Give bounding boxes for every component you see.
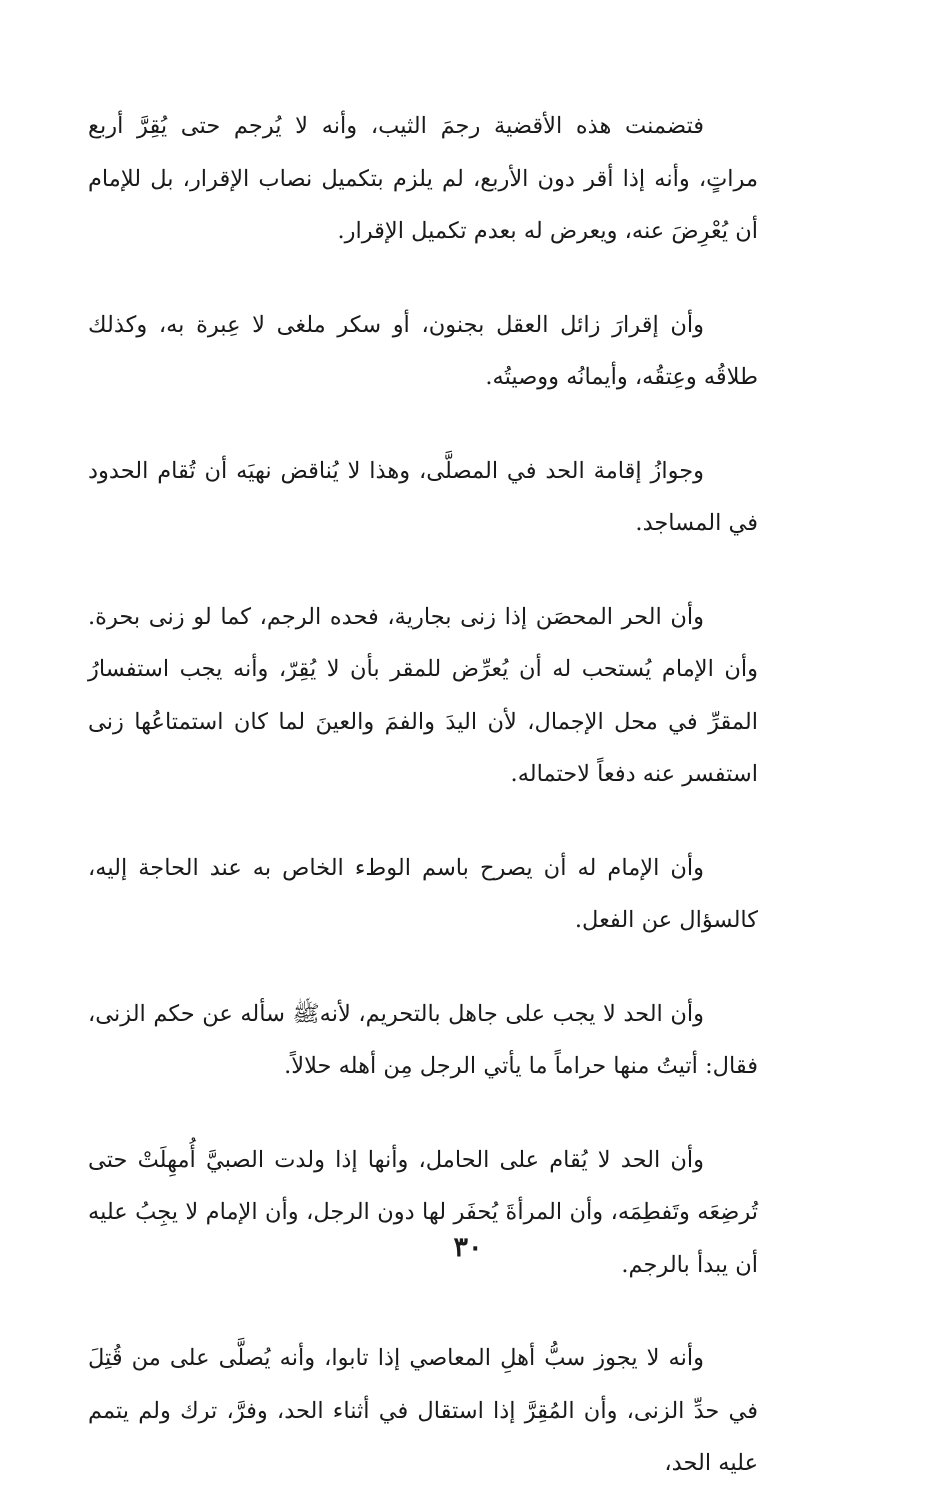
page-number: ٣٠ [453, 1232, 483, 1263]
paragraph-8: وأنه لا يجوز سبُّ أهلِ المعاصي إذا تابوا، وأنه يُصلَّى على من قُتِلَ في حدِّ الزنى، وأن المُقِرَّ إذا استقال في أثناء الحد، وفرَّ، ترك ولم يتمم عليه الحد، [88, 1345, 758, 1476]
paragraph-6: وأن الحد لا يجب على جاهل بالتحريم، لأنهﷺ سأله عن حكم الزنى، فقال: أتيتُ منها حراماً ما يأتي الرجل مِن أهله حلالاً. [88, 1000, 758, 1079]
paragraph-2: وأن إقرارَ زائل العقل بجنون، أو سكر ملغى لا عِبرة به، وكذلك طلاقُه وعِتقُه، وأيمانُه ووصيتُه. [88, 311, 758, 390]
paragraph-4: وأن الحر المحصَن إذا زنى بجارية، فحده الرجم، كما لو زنى بحرة. وأن الإمام يُستحب له أن يُعرِّض للمقر بأن لا يُقِرّ، وأنه يجب استفسارُ المقرِّ في محل الإجمال، لأن اليدَ والفمَ والعينَ لما كان استمتاعُها زنى استفسر عنه دفعاً لاحتماله. [88, 603, 758, 787]
paragraph-5: وأن الإمام له أن يصرح باسم الوطء الخاص به عند الحاجة إليه، كالسؤال عن الفعل. [88, 854, 758, 933]
paragraph-1: فتضمنت هذه الأقضية رجمَ الثيب، وأنه لا يُرجم حتى يُقِرَّ أربع مراتٍ، وأنه إذا أقر دون الأربع، لم يلزم بتكميل نصاب الإقرار، بل للإمام أن يُعْرِضَ عنه، ويعرض له بعدم تكميل الإقرار. [88, 113, 758, 244]
body-text [88, 100, 758, 1490]
paragraph-3: وجوازُ إقامة الحد في المصلَّى، وهذا لا يُناقض نهيَه أن تُقام الحدود في المساجد. [88, 457, 758, 536]
paragraph-7: وأن الحد لا يُقام على الحامل، وأنها إذا ولدت الصبيَّ أُمهِلَتْ حتى تُرضِعَه وتَفطِمَه، وأن المرأةَ يُحفَر لها دون الرجل، وأن الإمام لا يجِبُ عليه أن يبدأ بالرجم. [88, 1146, 758, 1278]
